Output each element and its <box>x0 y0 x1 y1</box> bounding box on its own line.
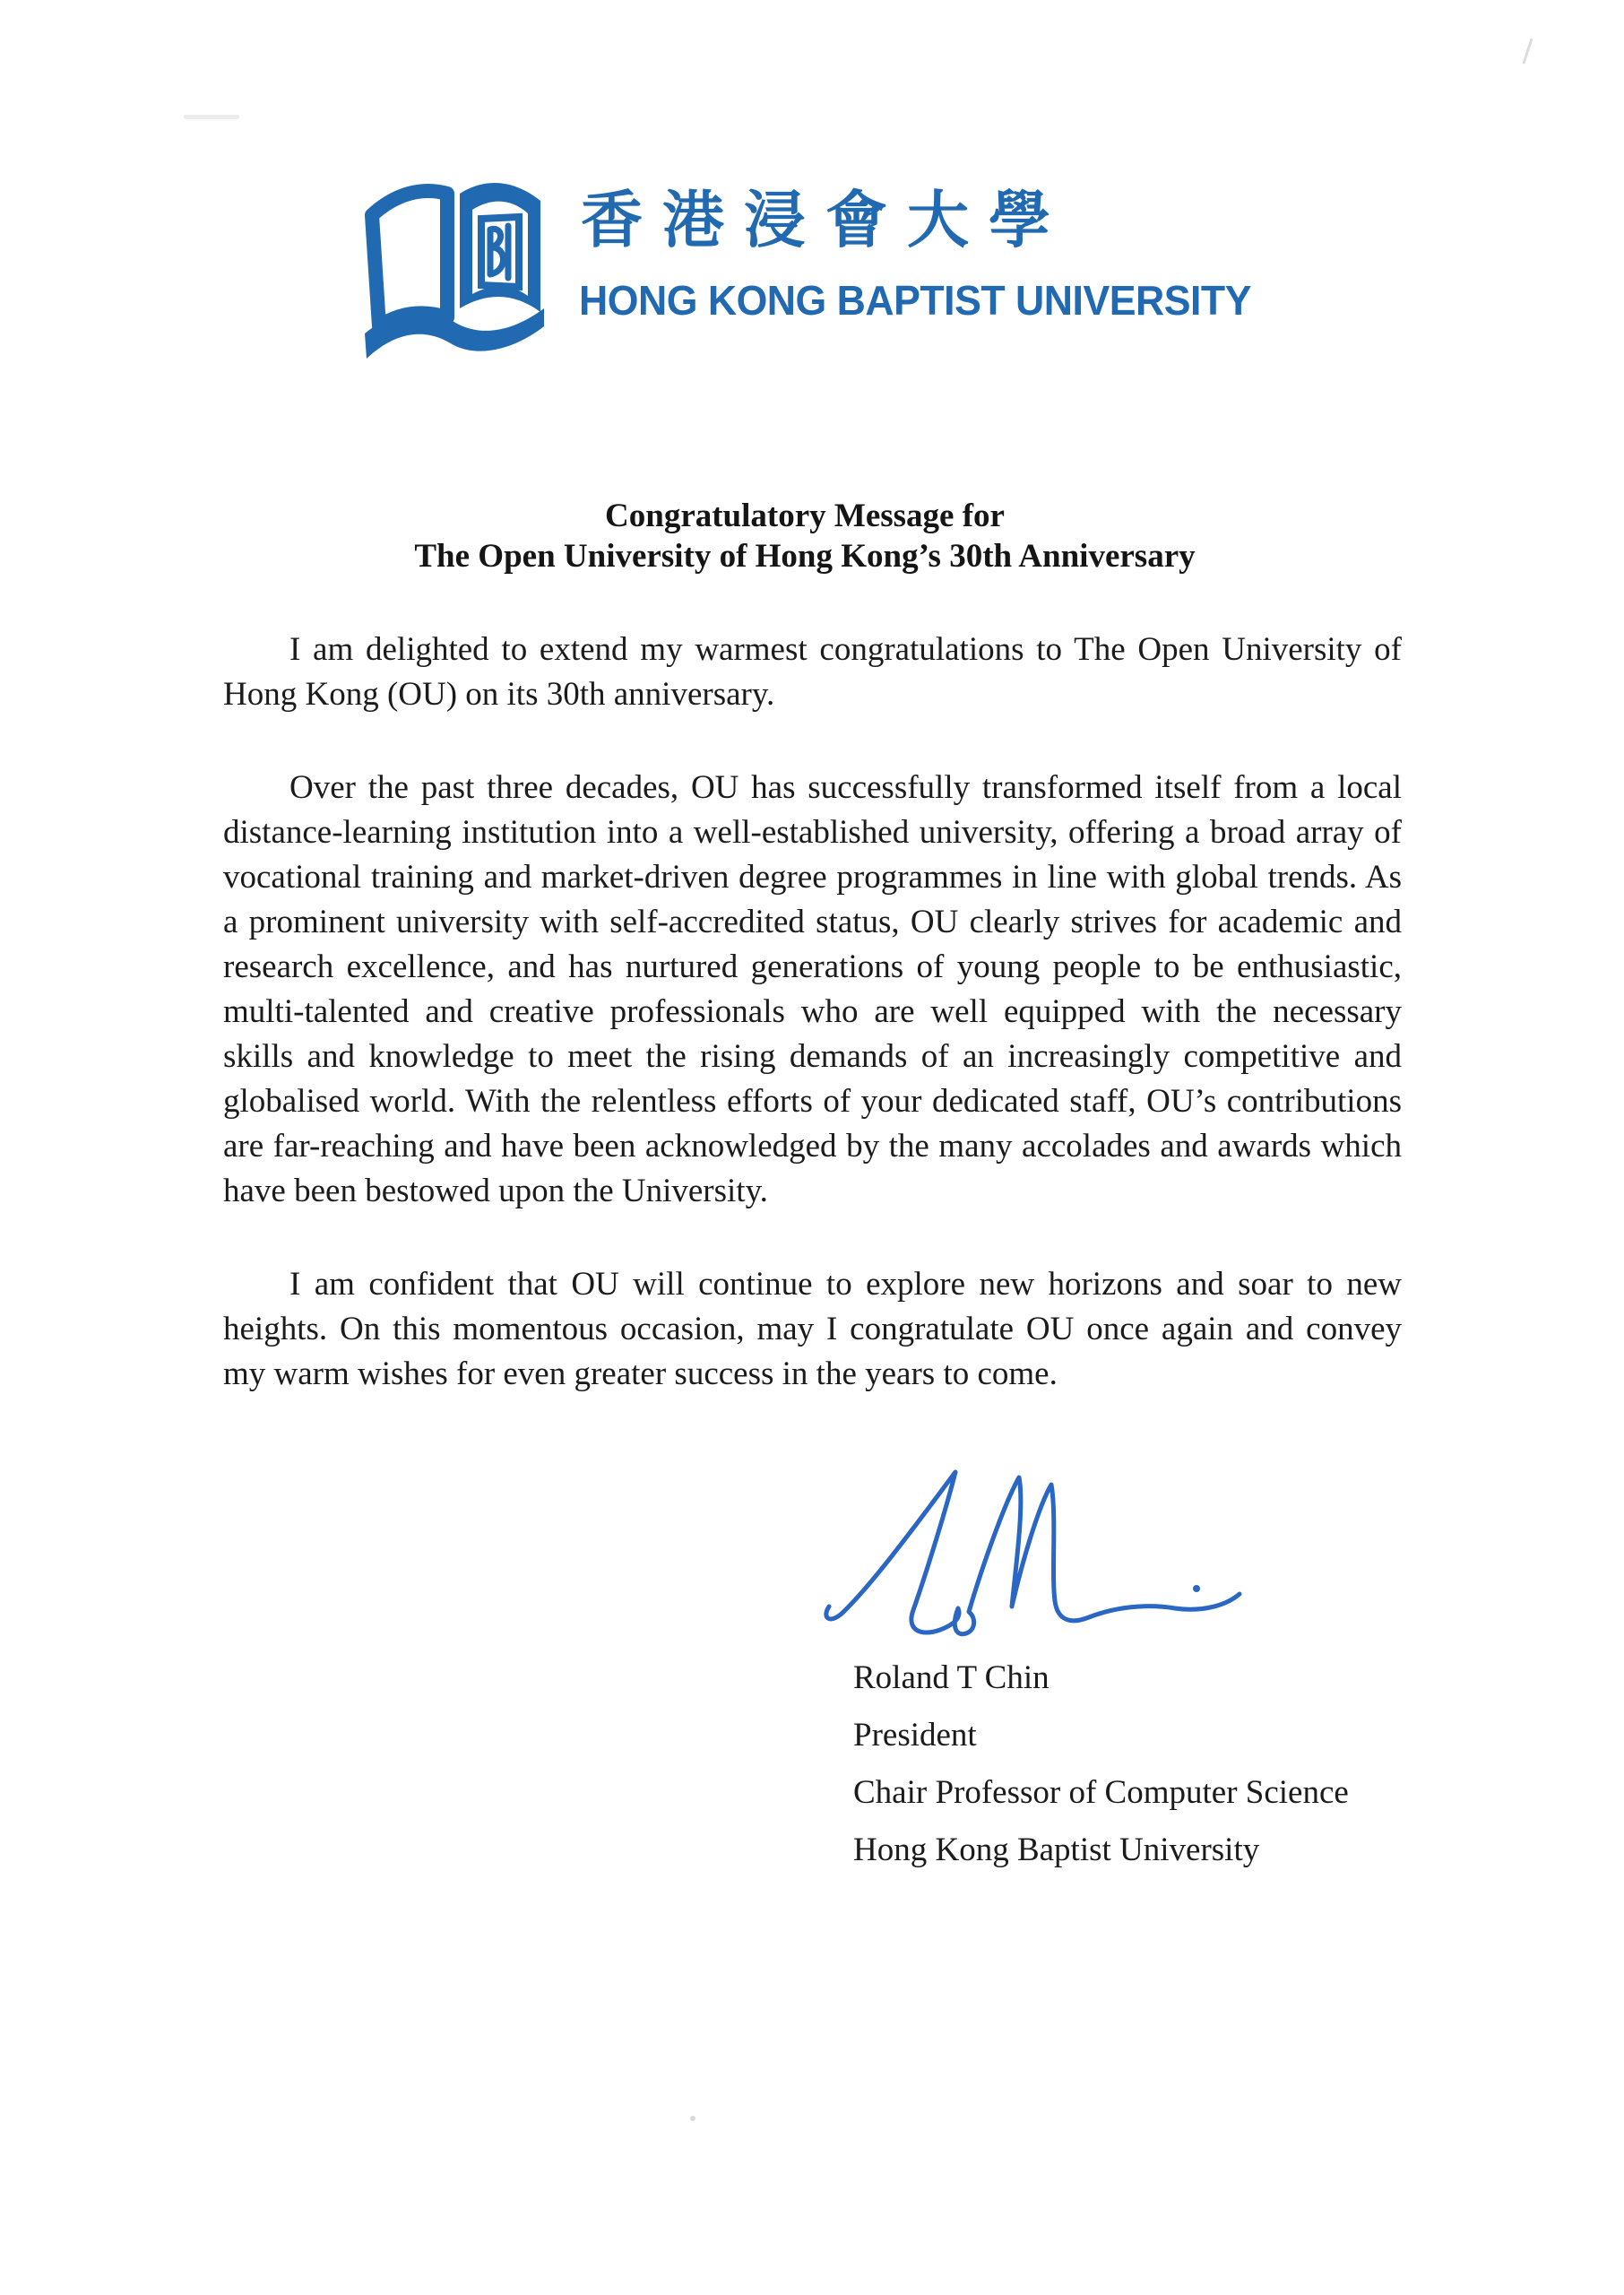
scan-artifact-squiggle <box>1522 38 1533 64</box>
letter-paragraph-3: I am confident that OU will continue to explore new horizons and soar to new heights. On this momentous occasion, may I congratulate OU once again and convey my warm wishes for even greater success in the years to come. <box>223 1266 1402 1392</box>
university-name-chinese: 香港浸會大學 <box>581 185 1070 256</box>
letter-title-line-2: The Open University of Hong Kong’s 30th Anniversary <box>414 538 1196 575</box>
signatory-name: Roland T Chin <box>853 1659 1050 1696</box>
letter-title <box>0 496 1610 576</box>
signatory-title: President <box>853 1717 977 1754</box>
letter-title-line-1: Congratulatory Message for <box>605 498 1005 534</box>
signature-block <box>853 1650 1349 1879</box>
hkbu-open-book-logo-icon <box>359 158 549 360</box>
letter-paragraph-2: Over the past three decades, OU has successfully transformed itself from a local distance-learning institution into a well-established university, offering a broad array of vocational training and market-driven degree programmes in line with global trends. As a prominent university with self-accredited status, OU clearly strives for academic and research excellence, and has nurtured generations of young people to be enthusiastic, multi-talented and creative professionals who are well equipped with the necessary skills and knowledge to meet the rising demands of an increasingly competitive and globalised world. With the relentless efforts of your dedicated staff, OU’s contributions are far-reaching and have been acknowledged by the many accolades and awards which have been bestowed upon the University. <box>223 769 1402 1209</box>
university-name-english: HONG KONG BAPTIST UNIVERSITY <box>579 277 1251 324</box>
signatory-organization: Hong Kong Baptist University <box>853 1832 1260 1868</box>
scan-artifact-dash <box>184 115 239 119</box>
letter-body <box>223 628 1402 1445</box>
signatory-role: Chair Professor of Computer Science <box>853 1774 1349 1811</box>
handwritten-signature <box>820 1463 1268 1651</box>
letter-paragraph-1: I am delighted to extend my warmest congratulations to The Open University of Hong Kong (OU) on its 30th anniversary. <box>223 631 1402 713</box>
scan-artifact-speck <box>690 2116 695 2121</box>
